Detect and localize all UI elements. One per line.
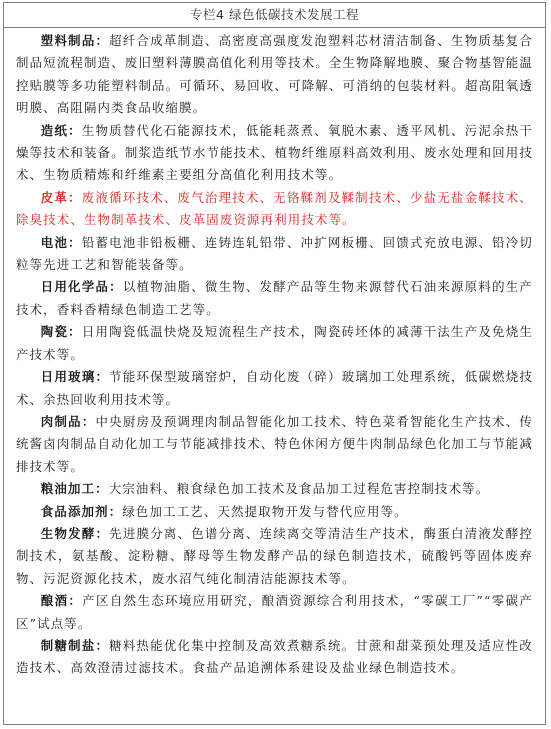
section-text: 糖料热能优化集中控制及高效煮糖系统。甘蔗和甜菜预处理及适应性改造技术、高效澄清过滤技术。食盐产品追溯体系建设及盐业绿色制造技术。 (16, 637, 533, 676)
section-term: 生物发酵： (40, 525, 110, 541)
section-text: 产区自然生态环境应用研究，酿酒资源综合利用技术，“零碳工厂”“零碳产区”试点等。 (16, 593, 533, 631)
section-papermaking (16, 120, 533, 187)
section-term: 食品添加剂： (40, 503, 123, 519)
section-text: 日用陶瓷低温快烧及短流程生产技术，陶瓷砖坯体的减薄干法生产及免烧生产技术等。 (16, 324, 533, 362)
box-content (4, 28, 545, 680)
section-term: 造纸： (40, 122, 82, 138)
section-term: 制糖制盐： (40, 637, 110, 653)
section-plastics (16, 30, 533, 120)
box-title: 专栏4 绿色低碳技术发展工程 (4, 3, 545, 28)
section-term: 日用玻璃： (40, 369, 110, 385)
section-text: 废液循环技术、废气治理技术、无铬鞣剂及鞣制技术、少盐无盐金鞣技术、除臭技术、生物制革技术、皮革固废资源再利用技术等。 (16, 189, 533, 228)
section-text: 铅蓄电池非铅板栅、连铸连轧铅带、冲扩网板栅、回馈式充放电源、铅冷切粒等先进工艺和智能装备等。 (16, 234, 533, 273)
section-bio-fermentation (16, 523, 533, 590)
section-term: 电池： (40, 234, 82, 250)
section-text: 生物质替代化石能源技术，低能耗蒸煮、氧脱木素、透平风机、污泥余热干燥等技术和装备。制浆造纸节水节能技术、植物纤维原料高效利用、废水处理和回用技术、生物质精炼和纤维素主要组分高值化利用技术等。 (16, 122, 533, 183)
section-sugar-salt (16, 635, 533, 680)
section-term: 日用化学品： (40, 279, 123, 295)
section-grain-oil (16, 478, 533, 500)
section-text: 先进膜分离、色谱分离、连续离交等清洁生产技术，酶蛋白清液发酵控制技术，氨基酸、淀粉糖、酵母等生物发酵产品的绿色制造技术，硫酸钙等固体废弃物、污泥资源化技术，废水沼气纯化制清洁能源技术等。 (16, 525, 533, 586)
section-term: 酿酒： (40, 593, 83, 609)
section-text: 以植物油脂、微生物、发酵产品等生物来源替代石油来源原料的生产技术，香料香精绿色制造工艺等。 (16, 279, 534, 317)
section-battery (16, 232, 533, 277)
section-daily-chemicals (16, 276, 533, 321)
section-ceramics (16, 321, 533, 366)
section-text: 中央厨房及预调理肉制品智能化加工技术、特色菜肴智能化生产技术、传统酱卤肉制品自动化加工与节能减排技术、特色休闲方便牛肉制品绿色化加工与节能减排技术等。 (16, 413, 533, 474)
section-text: 超纤合成革制造、高密度高强度发泡塑料芯材清洁制备、生物质基复合制品短流程制造、废旧塑料薄膜高值化利用等技术。全生物降解地膜、聚合物基智能温控贴膜等多功能塑料制品。可循环、易回收、可降解、可消纳的包装材料。超高阻氧透明膜、高阻隔内类食品收缩膜。 (16, 33, 533, 116)
section-term: 陶瓷： (40, 324, 82, 340)
section-brewing (16, 590, 533, 635)
section-leather (16, 187, 533, 232)
section-text: 大宗油料、粮食绿色加工技术及食品加工过程危害控制技术等。 (108, 481, 490, 497)
section-meat-products (16, 411, 533, 478)
section-daily-glass (16, 366, 533, 411)
section-text: 节能环保型玻璃窑炉，自动化废（碎）玻璃加工处理系统，低碳燃烧技术、余热回收利用技术等。 (16, 369, 533, 407)
section-term: 塑料制品： (40, 33, 110, 48)
feature-box (3, 2, 546, 725)
section-term: 肉制品： (40, 413, 96, 429)
section-term: 皮革： (40, 189, 82, 205)
section-term: 粮油加工： (40, 481, 109, 497)
section-text: 绿色加工工艺、天然提取物开发与替代应用等。 (122, 503, 408, 519)
section-food-additives (16, 501, 533, 523)
